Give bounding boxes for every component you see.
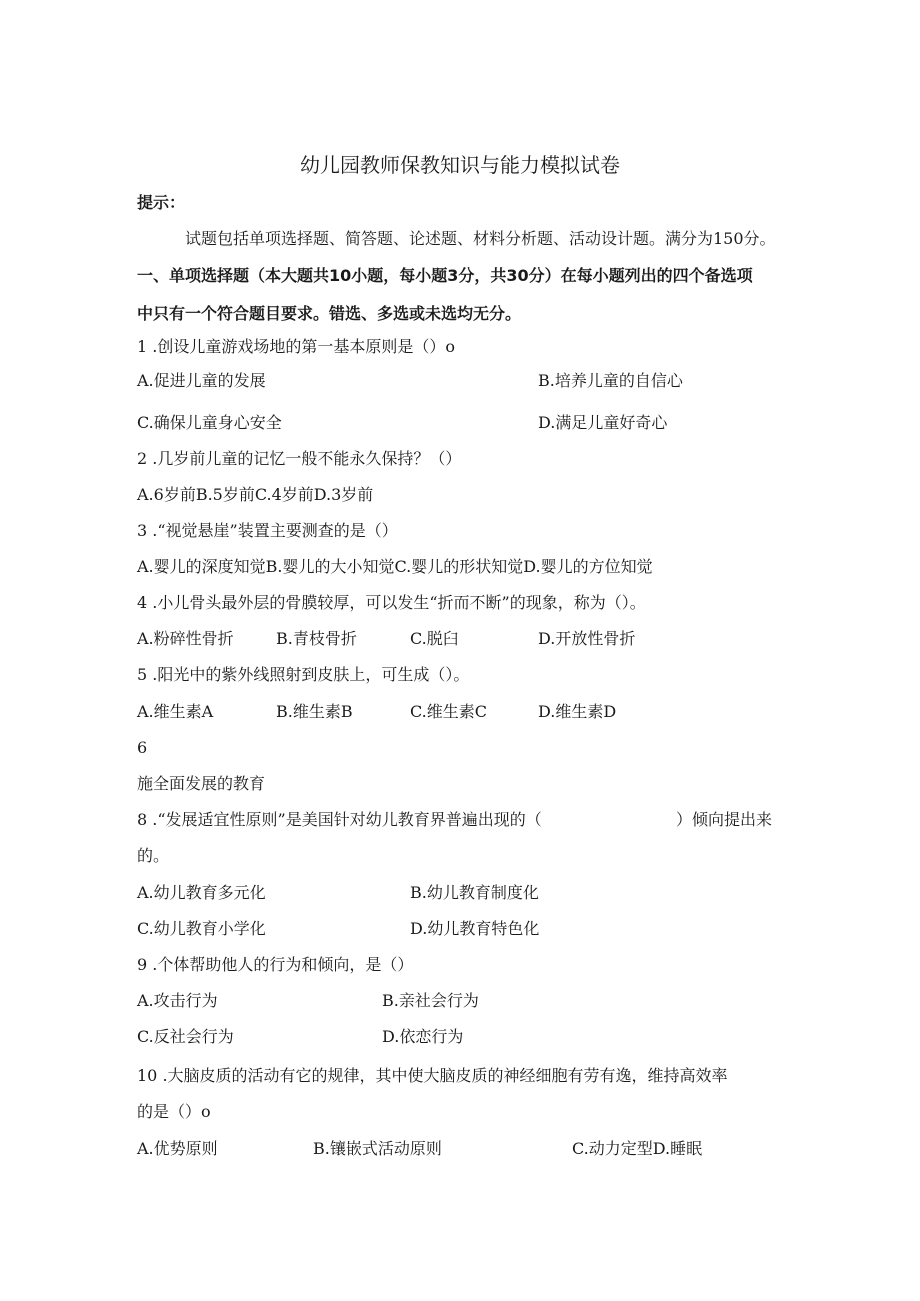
question-6-fragment: 施全面发展的教育 xyxy=(137,774,266,793)
question-1-option-c: C.确保儿童身心安全 xyxy=(137,413,282,432)
question-10-option-a: A.优势原则 xyxy=(137,1139,218,1158)
question-8-stem-line1: 8 .“发展适宜性原则”是美国针对幼儿教育界普遍出现的（ xyxy=(137,810,542,829)
question-10-stem-line2: 的是（）o xyxy=(137,1102,211,1121)
question-10-stem-line1: 10 .大脑皮质的活动有它的规律，其中使大脑皮质的神经细胞有劳有逸，维持高效率 xyxy=(137,1066,728,1085)
question-4-option-b: B.青枝骨折 xyxy=(276,629,357,648)
question-9-option-d: D.依恋行为 xyxy=(382,1027,464,1046)
section-heading-line2: 中只有一个符合题目要求。错选、多选或未选均无分。 xyxy=(137,304,522,323)
question-1-option-b: B.培养儿童的自信心 xyxy=(538,371,683,390)
tip-label: 提示： xyxy=(137,193,186,212)
question-9-option-a: A.攻击行为 xyxy=(137,991,218,1010)
question-4-stem: 4 .小儿骨头最外层的骨膜较厚，可以发生“折而不断”的现象，称为（）。 xyxy=(137,593,646,612)
question-4-option-d: D.开放性骨折 xyxy=(538,629,636,648)
question-8-option-b: B.幼儿教育制度化 xyxy=(410,883,539,902)
question-4-option-a: A.粉碎性骨折 xyxy=(137,629,234,648)
question-5-stem: 5 .阳光中的紫外线照射到皮肤上，可生成（）。 xyxy=(137,665,470,684)
question-1-option-a: A.促进儿童的发展 xyxy=(137,371,266,390)
tip-text: 试题包括单项选择题、简答题、论述题、材料分析题、活动设计题。满分为150分。 xyxy=(185,229,776,248)
question-8-stem-close: ）倾向提出来 xyxy=(676,810,773,829)
question-8-option-d: D.幼儿教育特色化 xyxy=(410,919,540,938)
question-10-option-cd: C.动力定型D.睡眠 xyxy=(572,1139,703,1158)
question-8-option-c: C.幼儿教育小学化 xyxy=(137,919,266,938)
question-9-stem: 9 .个体帮助他人的行为和倾向，是（） xyxy=(137,955,414,974)
question-9-option-b: B.亲社会行为 xyxy=(382,991,479,1010)
question-8-stem-line2: 的。 xyxy=(137,846,170,865)
question-2-stem: 2 .几岁前儿童的记忆一般不能永久保持？（） xyxy=(137,449,462,468)
question-1-stem: 1 .创设儿童游戏场地的第一基本原则是（）o xyxy=(137,337,455,356)
question-6-stem: 6 xyxy=(137,738,148,757)
section-heading-line1: 一、单项选择题（本大题共10小题，每小题3分，共30分）在每小题列出的四个备选项 xyxy=(137,266,753,285)
question-4-option-c: C.脱臼 xyxy=(410,629,459,648)
question-5-option-b: B.维生素B xyxy=(276,702,353,721)
page-title: 幼儿园教师保教知识与能力模拟试卷 xyxy=(300,153,620,177)
question-10-option-b: B.镶嵌式活动原则 xyxy=(313,1139,442,1158)
question-3-options: A.婴儿的深度知觉B.婴儿的大小知觉C.婴儿的形状知觉D.婴儿的方位知觉 xyxy=(137,557,653,576)
question-5-option-d: D.维生素D xyxy=(538,702,617,721)
question-5-option-c: C.维生素C xyxy=(410,702,488,721)
question-9-option-c: C.反社会行为 xyxy=(137,1027,234,1046)
question-1-option-d: D.满足儿童好奇心 xyxy=(538,413,668,432)
question-8-option-a: A.幼儿教育多元化 xyxy=(137,883,266,902)
question-3-stem: 3 .“视觉悬崖”装置主要测查的是（） xyxy=(137,521,398,540)
question-5-option-a: A.维生素A xyxy=(137,702,214,721)
question-2-options: A.6岁前B.5岁前C.4岁前D.3岁前 xyxy=(137,485,374,504)
